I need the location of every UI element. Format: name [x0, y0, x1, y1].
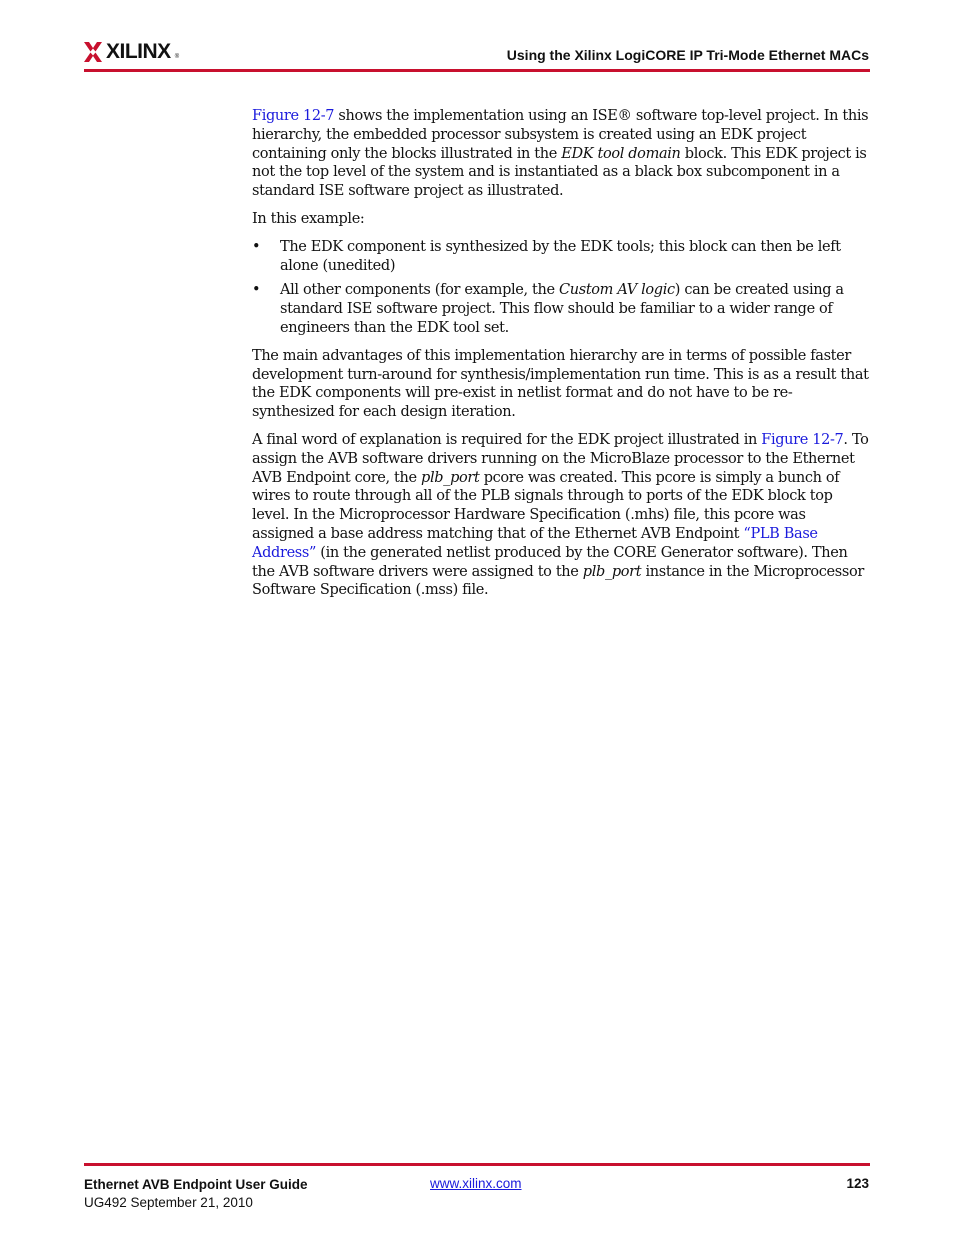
paragraph-2: In this example:: [252, 210, 365, 227]
bullet-list: [252, 238, 870, 338]
emphasis-text: plb_port: [421, 469, 480, 486]
page-number: 123: [846, 1176, 869, 1191]
body-content: [252, 107, 870, 609]
figure-link[interactable]: Figure 12-7: [252, 108, 335, 124]
list-item: [252, 281, 870, 337]
paragraph-text: instance in the Microprocessor Software Specification (.mss) file.: [252, 563, 864, 599]
paragraph-1: [252, 107, 870, 201]
paragraph-3: The main advantages of this implementation hierarchy are in terms of possible faster development turn-around for synthesis/implementation run time. This is as a result that the EDK components will pre-exist in netlist format and do not have to be re-synthesized for each design iteration.: [252, 347, 869, 421]
xilinx-logo: [84, 40, 179, 64]
xilinx-mark-icon: [84, 42, 102, 62]
paragraph-text: shows the implementation using an ISE® software top-level project. In this hierarchy, the embedded processor subsystem is created using an EDK project containing only the blocks illustrated in the: [252, 108, 869, 162]
plb-base-address-link[interactable]: “PLB Base Address”: [252, 525, 818, 561]
list-item-text: ) can be created using a standard ISE software project. This flow should be familiar to a wider range of engineers than the EDK tool set.: [280, 282, 844, 336]
logo-registered-mark: ®: [174, 54, 180, 60]
footer-url-link[interactable]: www.xilinx.com: [430, 1176, 522, 1191]
emphasis-text: plb_port: [582, 563, 642, 580]
list-item: [252, 238, 870, 276]
paragraph-text: (in the generated netlist produced by the CORE Generator software). Then the AVB software drivers were assigned to the: [252, 544, 848, 580]
bullet-icon: •: [252, 282, 261, 299]
logo-wordmark: XILINX: [106, 40, 171, 63]
footer-guide-title: Ethernet AVB Endpoint User Guide: [84, 1177, 308, 1192]
list-item-text: All other components (for example, the: [280, 282, 559, 299]
emphasis-text: Custom AV logic: [559, 282, 675, 299]
page-header-title: Using the Xilinx LogiCORE IP Tri-Mode Ethernet MACs: [506, 47, 869, 63]
footer-rule: [84, 1163, 870, 1166]
list-item-text: The EDK component is synthesized by the EDK tools; this block can then be left alone (unedited): [280, 238, 841, 274]
footer-doc-id: UG492 September 21, 2010: [84, 1195, 253, 1210]
paragraph-text: . To assign the AVB software drivers running on the MicroBlaze processor to the Ethernet AVB Endpoint core, the: [252, 431, 869, 486]
footer-doc-info: [84, 1176, 308, 1212]
emphasis-text: EDK tool domain: [561, 145, 681, 162]
figure-link[interactable]: Figure 12-7: [761, 431, 844, 448]
paragraph-text: block. This EDK project is not the top level of the system and is instantiated as a black box subcomponent in a standard ISE software project as illustrated.: [252, 145, 867, 200]
paragraph-text: A final word of explanation is required for the EDK project illustrated in: [252, 431, 762, 448]
paragraph-text: pcore was created. This pcore is simply a bunch of wires to route through all of the PLB signals through to ports of the EDK block top level. In the Microprocessor Hardware Specification (.mhs) file, this pcore was assigned a base address matching that of the Ethernet AVB Endpoint: [252, 469, 840, 542]
paragraph-4: [252, 431, 870, 600]
bullet-icon: •: [252, 238, 261, 255]
header-rule: [84, 69, 870, 72]
